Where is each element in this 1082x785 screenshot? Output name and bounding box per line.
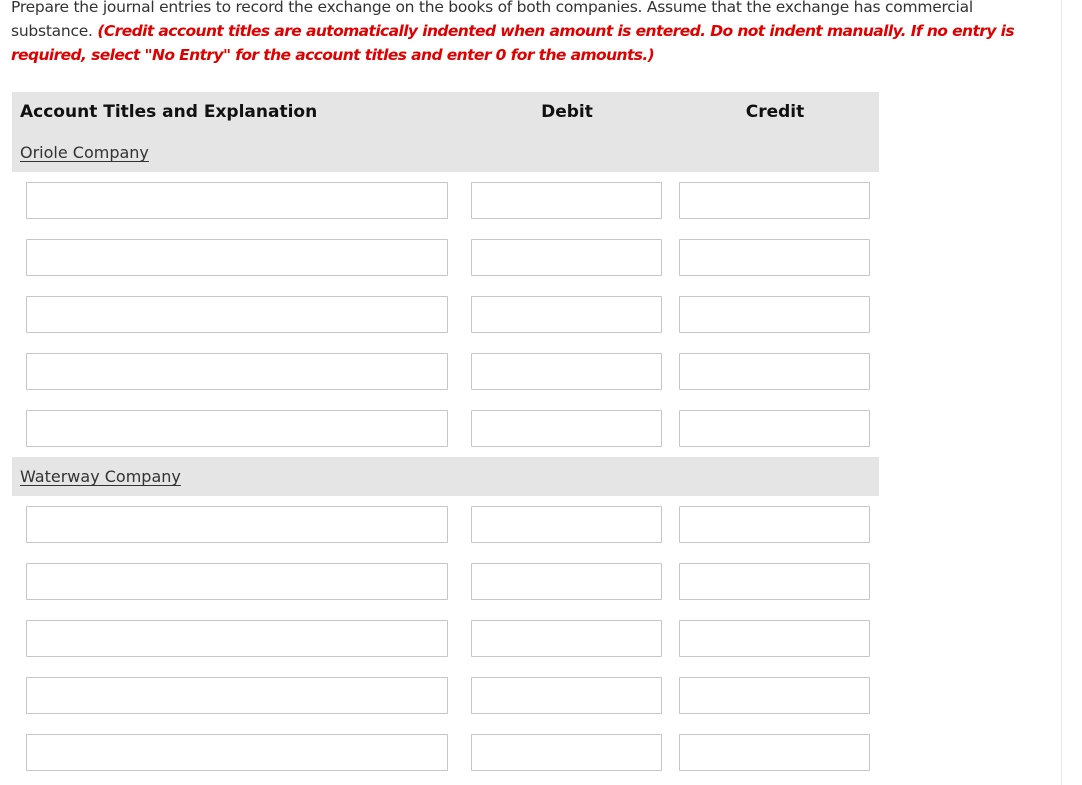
table-header (12, 92, 879, 172)
credit-amount-input[interactable] (679, 677, 870, 714)
instructions-text-line1: Prepare the journal entries to record the exchange on the books of both companies. Assume that the exchange has commercial (11, 0, 973, 16)
entry-row (12, 610, 879, 667)
debit-amount-input[interactable] (471, 677, 662, 714)
credit-amount-input[interactable] (679, 239, 870, 276)
account-title-input[interactable] (26, 182, 448, 219)
debit-amount-input[interactable] (471, 239, 662, 276)
credit-amount-input[interactable] (679, 506, 870, 543)
debit-amount-input[interactable] (471, 296, 662, 333)
debit-amount-input[interactable] (471, 506, 662, 543)
instructions-text-line2: substance. (11, 22, 93, 40)
entry-row (12, 667, 879, 724)
credit-amount-input[interactable] (679, 296, 870, 333)
entry-row (12, 496, 879, 553)
credit-amount-input[interactable] (679, 353, 870, 390)
instructions-requirement: (Credit account titles are automatically indented when amount is entered. Do not indent manually. If no entry is required, select "No Entry" for the account titles and enter 0 for the amounts.) (11, 22, 1014, 64)
entry-row (12, 400, 879, 457)
debit-amount-input[interactable] (471, 563, 662, 600)
debit-amount-input[interactable] (471, 734, 662, 771)
entry-row (12, 286, 879, 343)
debit-amount-input[interactable] (471, 353, 662, 390)
account-title-input[interactable] (26, 410, 448, 447)
section-heading-oriole-company: Oriole Company (20, 143, 149, 162)
column-header-account-titles: Account Titles and Explanation (20, 102, 318, 122)
credit-amount-input[interactable] (679, 734, 870, 771)
section-heading-waterway-company: Waterway Company (20, 467, 181, 486)
entry-row (12, 724, 879, 781)
column-header-credit: Credit (745, 102, 805, 122)
account-title-input[interactable] (26, 563, 448, 600)
page-right-divider (1061, 0, 1062, 785)
entry-row (12, 229, 879, 286)
account-title-input[interactable] (26, 506, 448, 543)
account-title-input[interactable] (26, 677, 448, 714)
column-header-debit: Debit (541, 102, 593, 122)
journal-entry-table (12, 92, 879, 781)
account-title-input[interactable] (26, 239, 448, 276)
section-header-waterway (12, 457, 879, 496)
account-title-input[interactable] (26, 734, 448, 771)
account-title-input[interactable] (26, 296, 448, 333)
debit-amount-input[interactable] (471, 620, 662, 657)
entry-row (12, 172, 879, 229)
entry-row (12, 343, 879, 400)
instructions (11, 0, 1051, 67)
debit-amount-input[interactable] (471, 410, 662, 447)
entry-row (12, 553, 879, 610)
credit-amount-input[interactable] (679, 410, 870, 447)
credit-amount-input[interactable] (679, 182, 870, 219)
account-title-input[interactable] (26, 353, 448, 390)
debit-amount-input[interactable] (471, 182, 662, 219)
credit-amount-input[interactable] (679, 563, 870, 600)
credit-amount-input[interactable] (679, 620, 870, 657)
account-title-input[interactable] (26, 620, 448, 657)
